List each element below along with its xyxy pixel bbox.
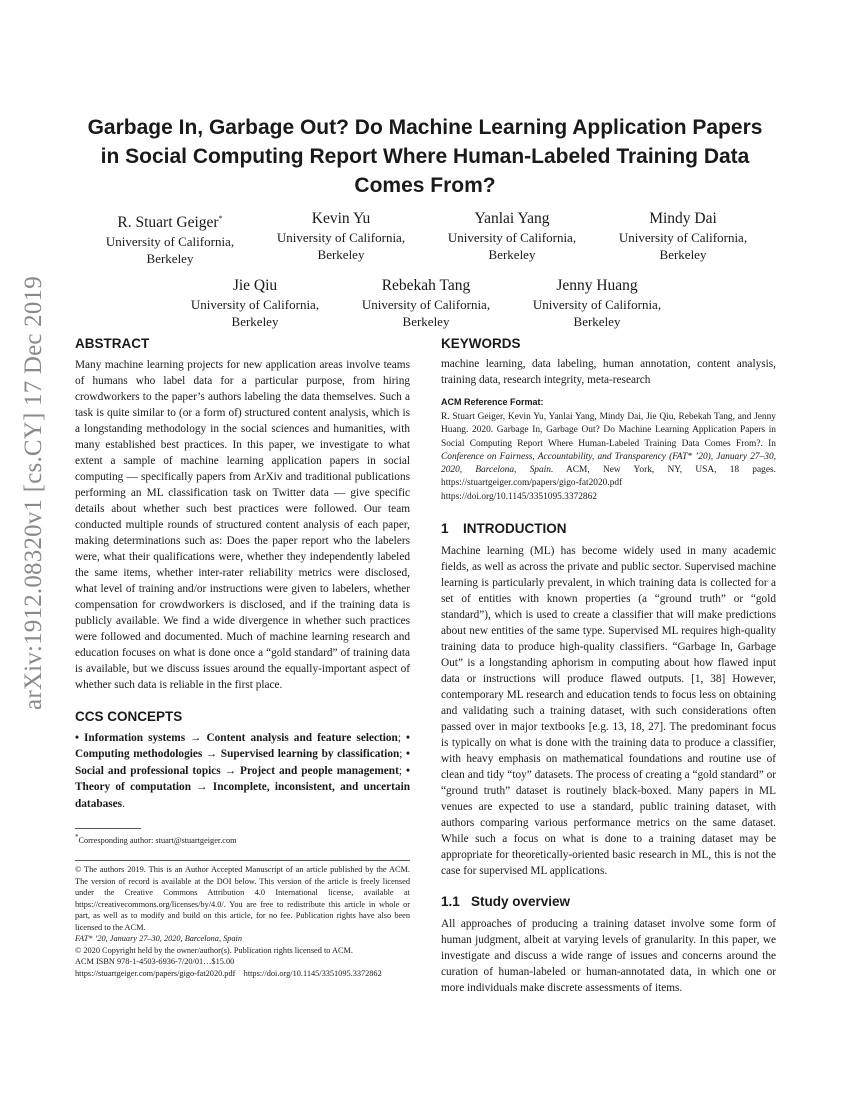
author-affiliation: University of California, Berkeley [276,230,406,262]
introduction-heading [441,520,776,538]
ccs-concepts [75,730,410,812]
author-affiliation: University of California, Berkeley [105,234,235,267]
acm-reference-heading: ACM Reference Format: [441,397,544,407]
author-mark: * [218,214,223,223]
conference-text: FAT* ’20, January 27–30, 2020, Barcelona, Spain [75,934,242,944]
abstract-text: Many machine learning projects for new application areas involve teams of humans who label data for a particular purpose, from hiring crowdworkers to the paper’s authors labeling the data themselves. Such a task is quite similar to (or a form of) structured content analysis, which is a longstanding methodology in the social sciences and humanities, with many established best practices. In this paper, we investigate to what extent a sample of machine learning application papers in social computing — specifically papers from ArXiv and traditional publications performing an ML classification task on Twitter data — give specific details about whether such best practices were followed. Our team conducted multiple rounds of structured content analysis of each paper, making determinations such as: Does the paper report who the labelers were, what their qualifications were, whether they independently labeled the same items, whether inter-rater reliability metrics were disclosed, what level of training and/or instructions were given to labelers, whether compensation for crowdworkers is disclosed, and if the training data is publicly available. We find a wide divergence in whether such practices were followed and documented. Much of machine learning research and education focuses on what is done once a “gold standard” of training data is available, but we discuss issues around the equally-important aspect of whether such data is reliable in the first place. [75,359,410,691]
keywords-heading: KEYWORDS [441,336,521,351]
author-block [85,208,255,267]
author-block [170,275,340,330]
ccs-heading: CCS CONCEPTS [75,709,183,724]
ccs-bullet: • [406,764,411,777]
author-affiliation: University of California, Berkeley [361,297,491,329]
acm-reference-venue: Conference on Fairness, Accountability, and Transparency (FAT* ’20), January 27–30, 2020, Barcelona, Spain. [441,451,776,476]
keywords-text: machine learning, data labeling, human annotation, content analysis, training data, research integrity, meta-research [441,358,776,386]
acm-isbn: ACM ISBN 978-1-4503-6936-7/20/01…$15.00 [75,957,235,967]
ccs-separator: . [122,797,125,810]
author-block [256,208,426,263]
study-overview-heading [441,893,776,911]
acm-reference-text [441,411,776,504]
conference-line [75,933,410,945]
author-name: Rebekah Tang [381,277,471,294]
paper-title: Garbage In, Garbage Out? Do Machine Learning Application Papers in Social Computing Report Where Human-Labeled Training Data Comes From? [87,116,763,197]
footnote-mark: * [75,834,79,842]
author-affiliation: University of California, Berkeley [532,297,662,329]
author-name: Yanlai Yang [474,210,550,227]
ccs-separator: ; [398,764,407,777]
corresponding-author-text: Corresponding author: stuart@stuartgeiger.com [78,835,237,845]
ccs-bullet: • [406,748,410,761]
copyright-notice: © The authors 2019. This is an Author Accepted Manuscript of an article published by the ACM. The version of record is available at the DOI below. This version of the article is freely licensed under the Creative Commons Attribution 4.0 International license, available at https://creativecommons.org/licenses/by/4.0/. You are free to redistribute this article in whole or part, as well as to modify and build on this article, for no fee. Publication rights have also been licensed to the ACM. [75,865,410,932]
study-overview-text: All approaches of producing a training dataset involve some form of human judgment, albeit at varying levels of granularity. In this paper, we investigate and discuss a wide range of issues and concerns around the curation of human-labeled or human-annotated data, in which one or more individuals make discrete assessments of items. [441,918,776,995]
section-title: INTRODUCTION [463,521,567,537]
ccs-concept: Information systems → Content analysis and feature selection [84,732,398,744]
author-name: Jie Qiu [232,277,278,294]
author-name: Mindy Dai [649,210,717,227]
author-affiliation: University of California, Berkeley [618,230,748,262]
section-number: 1 [441,521,449,537]
section-number: 1.1 [441,894,460,910]
author-name: Kevin Yu [311,210,371,227]
paper-url-link[interactable]: https://stuartgeiger.com/papers/gigo-fat2020.pdf [75,968,236,978]
paper-urls [75,968,410,980]
ccs-separator: ; [397,732,407,744]
author-name: Jenny Huang [556,277,638,294]
copyright-rule [75,860,410,861]
arxiv-identifier-text: arXiv:1912.08320v1 [cs.CY] 17 Dec 2019 [20,276,47,710]
acm-copyright: © 2020 Copyright held by the owner/author(s). Publication rights licensed to ACM. [75,945,353,955]
acm-reference-rest: ACM, New York, NY, USA, 18 pages. https://stuartgeiger.com/papers/gigo-fat2020.pdf https://doi.org/10.1145/3351095.3372862 [441,465,776,502]
ccs-concept: Social and professional topics → Project and people management [75,764,399,777]
introduction-text: Machine learning (ML) has become widely used in many academic fields, as well as across the private and public sector. Supervised machine learning is particularly prevalent, in which training data is collected for a set of entities with known properties (a “ground truth” or “gold standard”), which is used to create a classifier that will make predictions about new entities of the same type. Supervised ML requires high-quality training data to produce high-quality classifiers. “Garbage In, Garbage Out” is a longstanding aphorism in computing about how flawed input data or instructions will produce flawed outputs. [1, 38] However, contemporary ML research and education tends to focus less on obtaining and validating such a training dataset, with such considerations often passed over in major textbooks [e.g. 13, 18, 27]. The predominant focus is typically on what is done with the training data to produce a classifier, with heavy emphasis on mathematical foundations and routine use of clean and tidy “toy” datasets. The process of creating a “gold standard” or “ground truth” dataset is routinely black-boxed. Many papers in ML venues are expected to use a standard, public training dataset, with authors comparing various performance metrics on the same dataset. While such a focus on what is done to a training dataset may be appropriate for theoretically-oriented basic research in ML, this is not the case for supervised ML applications. [441,545,776,878]
author-block [598,208,768,263]
right-column [441,335,776,996]
author-name: R. Stuart Geiger [117,214,219,232]
acm-reference-authors: R. Stuart Geiger, Kevin Yu, Yanlai Yang, Mindy Dai, Jie Qiu, Rebekah Tang, and Jenny Huang. 2020. Garbage In, Garbage Out? Do Machine Learning Application Papers in Social Computing Report Where Human-Labeled Training Data Comes From?. In [441,412,776,449]
doi-link[interactable]: https://doi.org/10.1145/3351095.3372862 [243,968,382,978]
author-block [341,275,511,330]
ccs-bullet: • [75,732,85,744]
author-block [427,208,597,263]
ccs-bullet: • [406,732,411,744]
author-affiliation: University of California, Berkeley [190,297,320,329]
abstract-heading: ABSTRACT [75,336,150,351]
section-title: Study overview [471,894,571,910]
author-block [512,275,682,330]
footnote-rule [75,828,141,829]
author-affiliation: University of California, Berkeley [447,230,577,262]
left-column [75,335,410,979]
arxiv-identifier [4,276,64,710]
ccs-separator: ; [399,748,407,761]
ccs-concept: Computing methodologies → Supervised learning by classification [75,748,400,761]
ccs-concept: Theory of computation → Incomplete, inconsistent, and uncertain databases [75,781,410,810]
corresponding-author-note [75,832,410,846]
